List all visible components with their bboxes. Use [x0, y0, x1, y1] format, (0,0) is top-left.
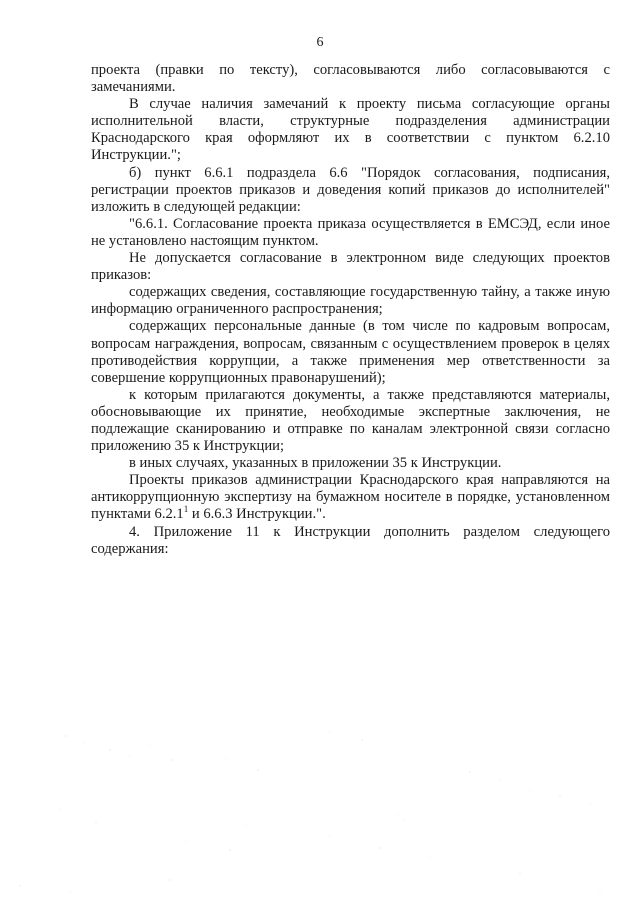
paragraph-continuation: проекта (правки по тексту), согласовываются либо согласовываются с замечаниями. — [91, 62, 610, 96]
page-number: 6 — [316, 35, 324, 50]
paragraph-anticorruption-expertise — [91, 472, 610, 523]
paragraph-remarks: В случае наличия замечаний к проекту письма согласующие органы исполнительной власти, структурные подразделения администрации Краснодарского края оформляют их в соответствии с пунктом 6.2.10 Инструкции."; — [91, 96, 610, 164]
document-body — [91, 62, 610, 558]
list-item-other-cases: в иных случаях, указанных в приложении 35 к Инструкции. — [129, 455, 502, 472]
paragraph-6-6-1: "6.6.1. Согласование проекта приказа осуществляется в ЕМСЭД, если иное не установлено настоящим пунктом. — [91, 215, 610, 249]
superscript-mark: 1 — [183, 504, 189, 515]
list-item-personal-data: содержащих персональные данные (в том числе по кадровым вопросам, вопросам награждения, вопросам, связанным с осуществлением проверок в целях противодействия коррупции, а также применения мер ответственности за совершение коррупционных правонарушений); — [91, 318, 610, 386]
expertise-text: Проекты приказов администрации Краснодарского края направляются на антикоррупционную экспертизу на бумажном носителе в порядке, установленном пунктами 6.2.1 — [91, 472, 610, 523]
paragraph-item-b: б) пункт 6.6.1 подраздела 6.6 "Порядок согласования, подписания, регистрации проектов приказов и доведения копий приказов до исполнителей" изложить в следующей редакции: — [91, 164, 610, 215]
paragraph-appendix-11: 4. Приложение 11 к Инструкции дополнить разделом следующего содержания: — [91, 523, 610, 557]
paragraph-not-allowed: Не допускается согласование в электронном виде следующих проектов приказов: — [91, 250, 610, 284]
scan-noise — [0, 600, 640, 905]
expertise-text-end: и 6.6.3 Инструкции.". — [188, 506, 326, 523]
list-item-attachments: к которым прилагаются документы, а также представляются материалы, обосновывающие их принятие, необходимые экспертные заключения, не подлежащие сканированию и отправке по каналам электронной связи согласно приложению 35 к Инструкции; — [91, 386, 610, 455]
list-item-state-secret: содержащих сведения, составляющие государственную тайну, а также иную информацию ограниченного распространения; — [91, 284, 610, 318]
